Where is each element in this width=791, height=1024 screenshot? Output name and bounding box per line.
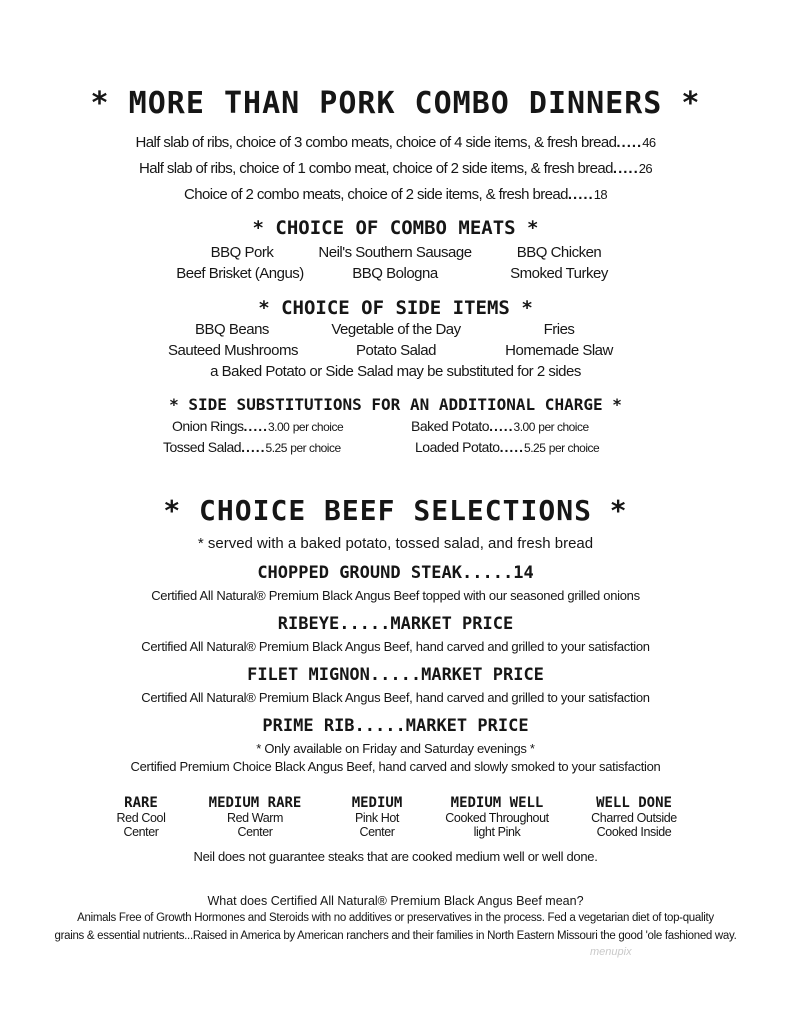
subs-heading: * SIDE SUBSTITUTIONS FOR AN ADDITIONAL CHARGE * (169, 395, 622, 414)
doneness-well-done: WELL DONE Charred Outside Cooked Inside (591, 795, 677, 839)
footer-line-2: grains & essential nutrients...Raised in America by American ranchers and their families in North Eastern Missouri the good 'ole fashioned way. (54, 930, 737, 942)
combo-line-3: Choice of 2 combo meats, choice of 2 side items, & fresh bread.....18 (184, 186, 607, 203)
beef-served-note: * served with a baked potato, tossed salad, and fresh bread (197, 535, 594, 552)
combo-title: * MORE THAN PORK COMBO DINNERS * (90, 86, 701, 121)
beef-item-heading: RIBEYE.....MARKET PRICE (277, 614, 514, 634)
sub-item: Tossed Salad.....5.25 per choice (163, 439, 341, 455)
sides-heading: * CHOICE OF SIDE ITEMS * (258, 297, 533, 319)
beef-item-desc: Certified All Natural® Premium Black Angus Beef, hand carved and grilled to your satisfaction (141, 639, 650, 654)
beef-item-note: * Only available on Friday and Saturday evenings * (256, 741, 535, 756)
meat-item: BBQ Pork (210, 244, 274, 261)
side-item: Fries (543, 321, 575, 338)
footer-line-1: Animals Free of Growth Hormones and Steroids with no additives or preservatives in the process. Fed a vegetarian diet of top-quality (77, 912, 714, 924)
beef-item-desc: Certified All Natural® Premium Black Angus Beef topped with our seasoned grilled onions (151, 588, 640, 603)
doneness-medium-well: MEDIUM WELL Cooked Throughout light Pink (445, 795, 549, 839)
side-item: BBQ Beans (195, 321, 269, 338)
side-item: Sauteed Mushrooms (168, 342, 298, 359)
beef-item-desc: Certified All Natural® Premium Black Angus Beef, hand carved and grilled to your satisfaction (141, 690, 650, 705)
doneness-medium: MEDIUM Pink Hot Center (351, 795, 403, 839)
meat-item: BBQ Chicken (516, 244, 602, 261)
doneness-guarantee: Neil does not guarantee steaks that are cooked medium well or well done. (193, 849, 598, 864)
meat-item: Smoked Turkey (510, 265, 608, 282)
doneness-medium-rare: MEDIUM RARE Red Warm Center (208, 795, 302, 839)
sub-item: Onion Rings.....3.00 per choice (172, 418, 344, 434)
combo-line-2: Half slab of ribs, choice of 1 combo meat, choice of 2 side items, & fresh bread.....26 (138, 160, 653, 177)
doneness-rare: RARE Red Cool Center (116, 795, 166, 839)
side-item: Potato Salad (356, 342, 436, 359)
beef-item-heading: FILET MIGNON.....MARKET PRICE (247, 665, 544, 685)
footer-question: What does Certified All Natural® Premium Black Angus Beef mean? (207, 894, 584, 908)
meats-heading: * CHOICE OF COMBO MEATS * (252, 217, 539, 239)
sub-item: Loaded Potato.....5.25 per choice (415, 439, 600, 455)
combo-line-1: Half slab of ribs, choice of 3 combo meats, choice of 4 side items, & fresh bread.....46 (135, 134, 656, 151)
side-item: Homemade Slaw (505, 342, 613, 359)
beef-item-heading: CHOPPED GROUND STEAK.....14 (257, 563, 534, 583)
meat-item: Neil's Southern Sausage (318, 244, 472, 261)
beef-item-heading: PRIME RIB.....MARKET PRICE (262, 716, 529, 736)
watermark: menupix (590, 946, 632, 958)
side-item: Vegetable of the Day (331, 321, 461, 338)
sub-item: Baked Potato.....3.00 per choice (411, 418, 589, 434)
sides-note: a Baked Potato or Side Salad may be substituted for 2 sides (210, 363, 581, 380)
meat-item: BBQ Bologna (352, 265, 438, 282)
beef-title: * CHOICE BEEF SELECTIONS * (163, 494, 628, 527)
meat-item: Beef Brisket (Angus) (176, 265, 304, 282)
beef-item-desc: Certified Premium Choice Black Angus Beef, hand carved and slowly smoked to your satisfaction (130, 759, 661, 774)
